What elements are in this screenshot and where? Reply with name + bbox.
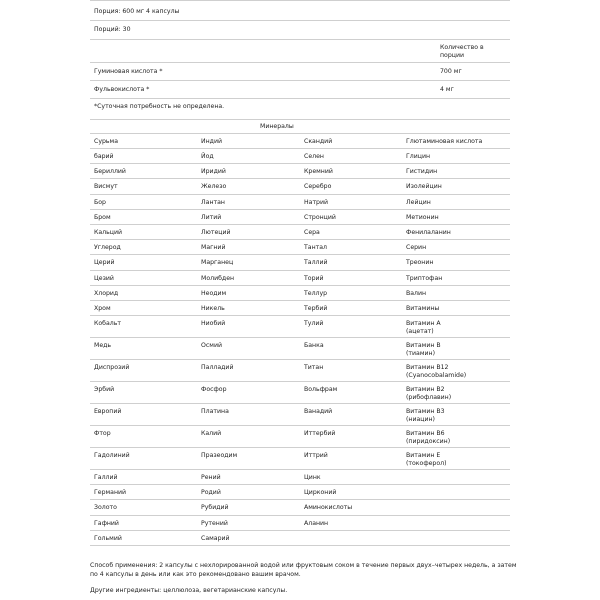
servings-row [90,21,510,39]
minerals-cell: Иттрий [304,452,328,460]
minerals-row [90,178,510,193]
minerals-cell: Германий [94,489,127,497]
minerals-cell: Витамины [406,304,440,312]
minerals-cell: Витамин B12 (Cyanocobalamide) [406,364,467,380]
minerals-cell: Кремний [304,168,333,176]
minerals-row [90,359,510,381]
minerals-cell: Сера [304,228,320,236]
minerals-cell: Золото [94,504,117,512]
minerals-cell: Банка [304,342,324,350]
minerals-cell: Висмут [94,183,118,191]
minerals-table [90,133,510,546]
minerals-cell: Рений [201,474,221,482]
minerals-cell: Метионин [406,213,439,221]
minerals-row [90,499,510,514]
minerals-cell: Витамин B2 (рибофлавин) [406,386,452,402]
minerals-row [90,270,510,285]
minerals-cell: барий [94,153,114,160]
minerals-cell: Тулий [304,320,324,328]
minerals-cell: Фосфор [201,386,227,394]
minerals-row [90,425,510,447]
minerals-row [90,484,510,499]
minerals-cell: Самарий [201,534,230,542]
ingredient-amount: 4 мг [440,86,454,93]
minerals-cell: Цинк [304,474,321,482]
supplement-facts-table [90,0,510,546]
minerals-cell: Изолейцин [406,183,442,191]
minerals-cell: Витамин E (токоферол) [406,452,447,468]
minerals-cell: Галлий [94,474,118,482]
minerals-cell: Хром [94,304,111,312]
minerals-row [90,148,510,163]
minerals-cell: Индий [201,138,222,145]
minerals-cell: Вольфрам [304,386,338,394]
minerals-row [90,515,510,530]
facts-item-row [90,81,510,98]
minerals-cell: Молибден [201,274,235,282]
minerals-row [90,403,510,425]
minerals-cell: Осмий [201,342,222,350]
minerals-cell: Витамин B3 (ниацин) [406,408,445,424]
minerals-cell: Титан [304,364,324,372]
minerals-row [90,163,510,178]
minerals-cell: Аминокислоты [304,504,353,512]
minerals-cell: Железо [201,183,227,191]
minerals-cell: Фтор [94,430,111,438]
minerals-cell: Хлорид [94,289,119,297]
minerals-cell: Европий [94,408,122,416]
minerals-cell: Рубидий [201,504,229,512]
minerals-cell: Лейцин [406,198,431,206]
minerals-cell: Кобальт [94,320,121,328]
minerals-row [90,300,510,315]
minerals-cell: Лантан [201,198,225,206]
ingredient-name: Фульвокислота * [94,86,150,93]
minerals-cell: Церий [94,259,115,267]
minerals-row [90,224,510,239]
minerals-cell: Валин [406,289,427,297]
minerals-cell: Никель [201,304,225,312]
minerals-cell: Триптофан [406,274,443,282]
footnote: *Суточная потребность не определена. [94,103,225,110]
minerals-cell: Углерод [94,244,121,252]
minerals-cell: Сурьма [94,138,119,145]
minerals-row [90,469,510,484]
minerals-cell: Кальций [94,228,123,236]
minerals-row [90,381,510,403]
minerals-row [90,254,510,269]
minerals-cell: Диспрозий [94,364,130,372]
minerals-cell: Серебро [304,183,332,191]
minerals-cell: Гистидин [406,168,438,176]
minerals-cell: Гадолиний [94,452,130,460]
minerals-cell: Витамин A (ацетат) [406,320,441,336]
minerals-cell: Калий [201,430,222,438]
minerals-cell: Родий [201,489,221,497]
footnote-row [90,99,510,119]
minerals-cell: Тербий [304,304,328,312]
divider [90,545,510,546]
minerals-row [90,337,510,359]
minerals-title: Минералы [260,123,294,130]
minerals-cell: Палладий [201,364,234,372]
minerals-cell: Цезий [94,274,114,282]
minerals-cell: Стронций [304,213,336,221]
serving-size-row [90,1,510,20]
minerals-cell: Аланин [304,519,329,527]
minerals-cell: Гольмий [94,534,122,542]
facts-item-row [90,63,510,80]
minerals-row [90,447,510,469]
minerals-cell: Бериллий [94,168,126,176]
minerals-row [90,239,510,254]
minerals-cell: Треонин [406,259,434,267]
ingredient-amount: 700 мг [440,68,462,75]
minerals-title-row [90,120,510,133]
minerals-cell: Марганец [201,259,234,267]
minerals-cell: Магний [201,244,226,252]
minerals-cell: Серин [406,244,427,252]
minerals-cell: Цирконий [304,489,337,497]
minerals-cell: Таллий [304,259,328,267]
amount-header: Количество в порции [440,44,484,59]
minerals-row [90,285,510,300]
usage-instructions: Способ применения: 2 капсулы с нехлорированной водой или фруктовым соком в течение первых двух–четырех недель, а затем по 4 капсулы в день или как это рекомендовано вашим врачом. [90,562,517,578]
minerals-cell: Селен [304,153,324,160]
minerals-cell: Натрий [304,198,329,206]
minerals-cell: Фенилаланин [406,228,451,236]
minerals-cell: Неодим [201,289,227,297]
other-ingredients: Другие ингредиенты: целлюлоза, вегетарианские капсулы. [90,587,288,594]
minerals-cell: Ниобий [201,320,226,328]
minerals-cell: Глютаминовая кислота [406,138,483,145]
minerals-cell: Иридий [201,168,226,176]
minerals-cell: Тантал [304,244,327,252]
minerals-cell: Глицин [406,153,431,160]
minerals-cell: Йод [201,153,214,160]
minerals-row [90,530,510,545]
minerals-cell: Иттербий [304,430,336,438]
minerals-cell: Скандий [304,138,333,145]
minerals-cell: Бор [94,198,106,206]
minerals-cell: Торий [304,274,324,282]
minerals-cell: Бром [94,213,111,221]
minerals-cell: Литий [201,213,222,221]
minerals-cell: Эрбий [94,386,115,394]
minerals-row [90,133,510,148]
servings-count: Порций: 30 [94,26,131,33]
minerals-cell: Рутений [201,519,228,527]
minerals-row [90,315,510,337]
minerals-cell: Празеодим [201,452,238,460]
minerals-cell: Лютеций [201,228,231,236]
minerals-cell: Гафний [94,519,119,527]
serving-size: Порция: 600 мг 4 капсулы [94,8,180,15]
minerals-cell: Ванадий [304,408,333,416]
minerals-cell: Теллур [304,289,328,297]
minerals-cell: Витамин B (тиамин) [406,342,441,358]
minerals-cell: Витамин B6 (пиридоксин) [406,430,451,446]
minerals-cell: Медь [94,342,112,350]
minerals-row [90,209,510,224]
minerals-cell: Платина [201,408,229,416]
amount-header-row [90,40,510,62]
minerals-row [90,194,510,209]
ingredient-name: Гуминовая кислота * [94,68,163,75]
